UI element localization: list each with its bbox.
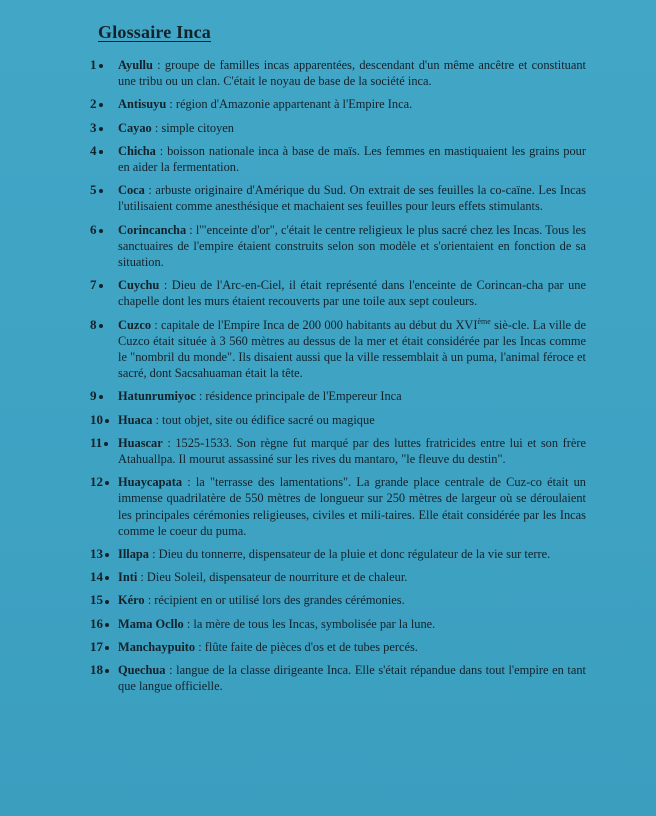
bullet-dot — [105, 600, 109, 604]
glossary-list — [90, 57, 586, 695]
entry-text — [118, 616, 586, 632]
bullet-dot — [105, 669, 109, 673]
entry-number: 2 — [90, 96, 114, 112]
entry-term: Huaca — [118, 412, 153, 427]
glossary-entry — [90, 592, 586, 608]
entry-term: Kéro — [118, 593, 145, 608]
entry-definition: : région d'Amazonie appartenant à l'Empire Inca. — [166, 97, 413, 112]
entry-text — [118, 569, 586, 585]
entry-text — [118, 317, 586, 382]
entry-term: Hatunrumiyoc — [118, 389, 196, 404]
entry-number: 11 — [90, 435, 114, 451]
glossary-entry — [90, 120, 586, 136]
entry-text — [118, 182, 586, 214]
entry-term: Cuychu — [118, 278, 160, 293]
glossary-entry — [90, 616, 586, 632]
entry-term: Mama Ocllo — [118, 616, 184, 631]
page-title: Glossaire Inca — [98, 22, 211, 42]
glossary-entry — [90, 662, 586, 694]
bullet-dot — [99, 150, 103, 154]
entry-number: 14 — [90, 569, 114, 585]
entry-text — [118, 474, 586, 539]
entry-definition: : capitale de l'Empire Inca de 200 000 habitants au début du XVI — [151, 317, 478, 332]
bullet-dot — [105, 576, 109, 580]
entry-definition: : Dieu du tonnerre, dispensateur de la pluie et donc régulateur de la vie sur terre. — [149, 547, 551, 562]
entry-definition: : la mère de tous les Incas, symbolisée par la lune. — [183, 616, 436, 631]
glossary-entry — [90, 222, 586, 271]
entry-definition: : flûte faite de pièces d'os et de tubes percés. — [195, 639, 418, 654]
entry-text — [118, 592, 586, 608]
entry-text — [118, 57, 586, 89]
entry-definition-cont: siè-cle. La ville de Cuzco était située à 3 560 mètres au dessus de la mer et était considérée par les Incas comme le "nombril du monde". Ils disaient aussi que la ville ressemblait à un puma, l'animal féroce et sacré, dont Sacsahuaman était la tête. — [118, 317, 586, 381]
entry-definition: : résidence principale de l'Empereur Inca — [195, 389, 402, 404]
bullet-dot — [99, 395, 103, 399]
entry-definition: : Dieu de l'Arc-en-Ciel, il était représenté dans l'enceinte de Corincan-cha par une chapelle dont les murs étaient recouverts par une toile aux sept couleurs. — [118, 278, 586, 309]
entry-term: Inti — [118, 570, 138, 585]
entry-text — [118, 662, 586, 694]
entry-definition: : langue de la classe dirigeante Inca. Elle s'était répandue dans tout l'empire en tant que langue officielle. — [118, 663, 586, 694]
entry-term: Quechua — [118, 663, 166, 678]
entry-definition: : récipient en or utilisé lors des grandes cérémonies. — [144, 593, 405, 608]
bullet-dot — [105, 646, 109, 650]
entry-text — [118, 277, 586, 309]
entry-number: 18 — [90, 662, 114, 678]
entry-term: Chicha — [118, 143, 156, 158]
superscript-ordinal: ème — [477, 316, 491, 326]
bullet-dot — [105, 419, 109, 423]
entry-definition: : groupe de familles incas apparentées, descendant d'un même ancêtre et constituant une tribu ou un clan. C'était le noyau de base de la société inca. — [118, 58, 586, 89]
entry-definition: : arbuste originaire d'Amérique du Sud. On extrait de ses feuilles la co-caïne. Les Incas l'utilisaient comme anesthésique et machaient ses feuilles pour leurs effets stimulants. — [118, 183, 586, 214]
bullet-dot — [99, 127, 103, 131]
entry-text — [118, 222, 586, 271]
entry-definition: : tout objet, site ou édifice sacré ou magique — [152, 412, 375, 427]
glossary-entry — [90, 569, 586, 585]
glossary-entry — [90, 182, 586, 214]
entry-text — [118, 143, 586, 175]
entry-number: 8 — [90, 317, 114, 333]
entry-term: Huascar — [118, 435, 163, 450]
bullet-dot — [99, 284, 103, 288]
entry-number: 12 — [90, 474, 114, 490]
entry-term: Illapa — [118, 547, 149, 562]
entry-number: 17 — [90, 639, 114, 655]
entry-number: 4 — [90, 143, 114, 159]
bullet-dot — [104, 442, 108, 446]
entry-term: Ayullu — [118, 58, 153, 72]
bullet-dot — [99, 103, 103, 107]
bullet-dot — [99, 64, 103, 68]
entry-number: 5 — [90, 182, 114, 198]
glossary-entry — [90, 412, 586, 428]
glossary-entry — [90, 317, 586, 382]
entry-text — [118, 546, 586, 562]
bullet-dot — [99, 229, 103, 233]
glossary-entry — [90, 143, 586, 175]
glossary-entry — [90, 474, 586, 539]
entry-definition: : l'"enceinte d'or", c'était le centre religieux le plus sacré chez les Incas. Tous les sanctuaires de l'empire étaient construits selon son modèle et s'orientaient en fonction de sa situation. — [118, 222, 586, 270]
entry-text — [118, 435, 586, 467]
glossary-entry — [90, 277, 586, 309]
entry-number: 1 — [90, 57, 114, 73]
glossary-entry — [90, 639, 586, 655]
bullet-dot — [99, 189, 103, 193]
entry-definition: : boisson nationale inca à base de maïs. Les femmes en mastiquaient les grains pour en aider la fermentation. — [118, 143, 586, 175]
entry-text — [118, 388, 586, 404]
entry-text — [118, 120, 586, 136]
entry-term: Antisuyu — [118, 97, 167, 112]
entry-number: 10 — [90, 412, 114, 428]
entry-term: Cuzco — [118, 317, 152, 332]
glossary-entry — [90, 96, 586, 112]
entry-number: 9 — [90, 388, 114, 404]
glossary-entry — [90, 435, 586, 467]
entry-term: Huaycapata — [118, 475, 183, 490]
entry-number: 15 — [90, 592, 114, 608]
glossary-entry — [90, 546, 586, 562]
entry-definition: : la "terrasse des lamentations". La grande place centrale de Cuz-co était un immense quadrilatère de 550 mètres de longueur sur 250 mètres de largeur où se déroulaient les principales cérémonies religieuses, civiles et mili-taires. Elle était considérée par les Incas comme le coeur du puma. — [118, 475, 586, 538]
entry-text — [118, 412, 586, 428]
entry-number: 7 — [90, 277, 114, 293]
entry-term: Corincancha — [118, 222, 187, 237]
bullet-dot — [105, 481, 109, 485]
entry-term: Coca — [118, 183, 145, 198]
glossary-entry — [90, 388, 586, 404]
bullet-dot — [99, 324, 103, 328]
entry-definition: : simple citoyen — [151, 120, 234, 135]
entry-term: Manchaypuito — [118, 639, 196, 654]
entry-definition: : Dieu Soleil, dispensateur de nourriture et de chaleur. — [137, 570, 408, 585]
entry-number: 3 — [90, 120, 114, 136]
bullet-dot — [105, 553, 109, 557]
entry-term: Cayao — [118, 120, 152, 135]
entry-number: 16 — [90, 616, 114, 632]
entry-definition: : 1525-1533. Son règne fut marqué par des luttes fratricides entre lui et son frère Atahuallpa. Il mourut assassiné sur les rives du mantaro, "le fleuve du destin". — [118, 435, 586, 467]
glossary-entry — [90, 57, 586, 89]
entry-text — [118, 96, 586, 112]
bullet-dot — [105, 623, 109, 627]
entry-number: 6 — [90, 222, 114, 238]
entry-text — [118, 639, 586, 655]
entry-number: 13 — [90, 546, 114, 562]
